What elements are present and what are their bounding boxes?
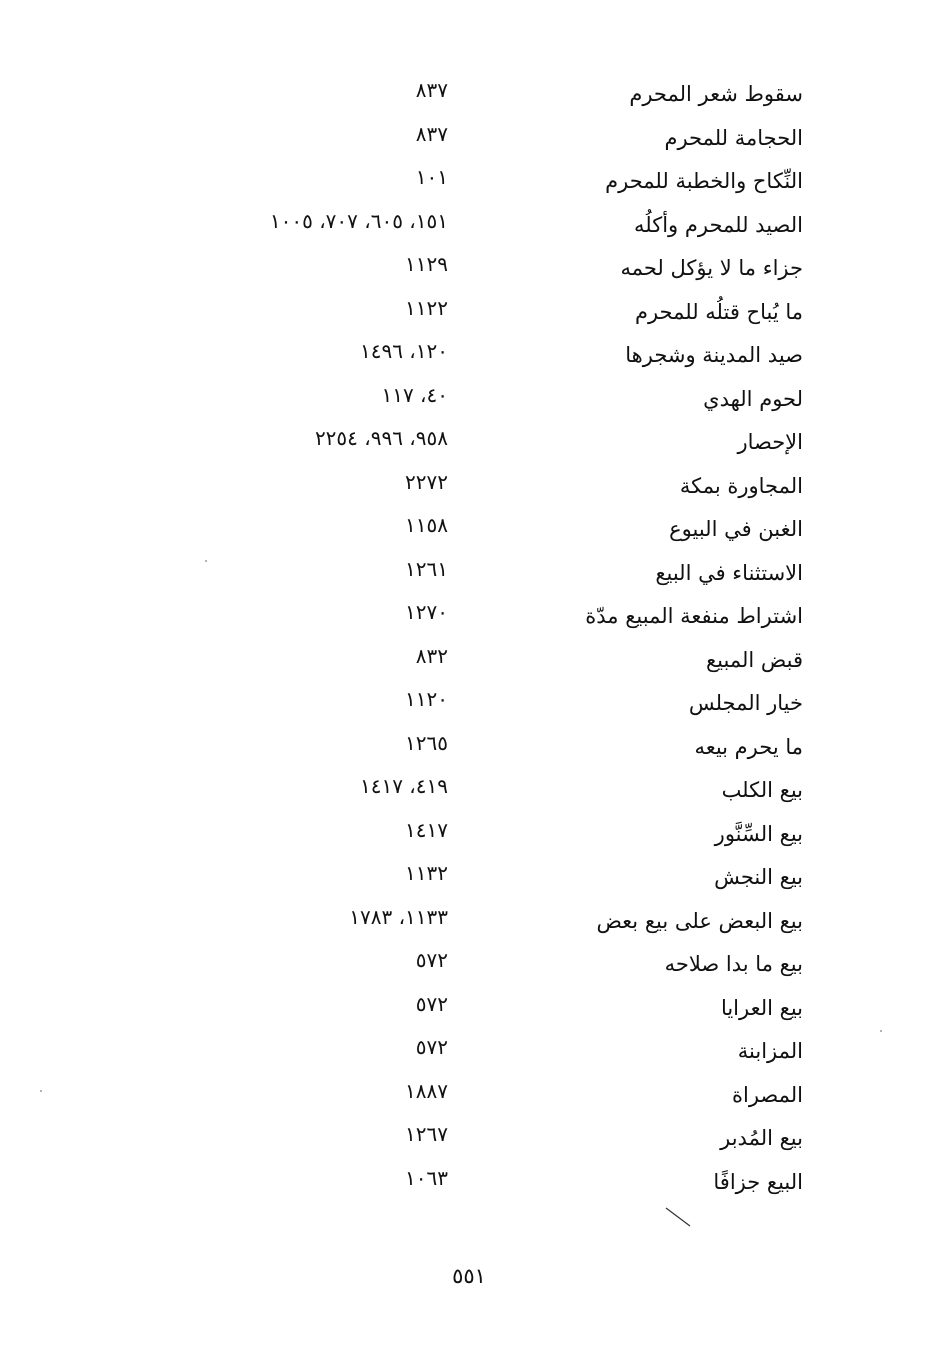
pen-stroke-mark bbox=[664, 1206, 692, 1228]
scan-speck bbox=[880, 1030, 882, 1032]
index-pages: ١١٣٣، ١٧٨٣ bbox=[349, 904, 448, 929]
index-row bbox=[0, 943, 938, 987]
index-topic: سقوط شعر المحرم bbox=[629, 82, 803, 106]
index-row bbox=[0, 900, 938, 944]
index-pages: ١١٢٩ bbox=[405, 252, 448, 276]
index-row bbox=[0, 508, 938, 552]
index-row bbox=[0, 378, 938, 422]
index-pages: ١١٣٢ bbox=[405, 861, 448, 885]
scan-speck bbox=[40, 1090, 42, 1092]
index-pages: ١٥١، ٦٠٥، ٧٠٧، ١٠٠٥ bbox=[269, 208, 448, 233]
index-topic: الإحصار bbox=[737, 430, 803, 454]
index-topic: المزابنة bbox=[737, 1039, 803, 1063]
index-row bbox=[0, 639, 938, 683]
index-row bbox=[0, 465, 938, 509]
index-pages: ١٤١٧ bbox=[405, 817, 448, 842]
index-pages: ٨٣٧ bbox=[415, 78, 448, 102]
index-pages: ٥٧٢ bbox=[415, 948, 448, 972]
index-topic: الصيد للمحرم وأكلُه bbox=[634, 212, 803, 237]
index-topic: خيار المجلس bbox=[688, 691, 803, 715]
index-topic: المصراة bbox=[731, 1082, 803, 1107]
index-pages: ١٠٦٣ bbox=[405, 1165, 448, 1190]
index-topic: بيع البعض على بيع بعض bbox=[596, 908, 803, 933]
index-pages: ١١٢٠ bbox=[405, 687, 448, 711]
index-pages: ٢٢٧٢ bbox=[405, 469, 448, 494]
index-topic: صيد المدينة وشجرها bbox=[625, 343, 803, 367]
index-pages: ١٢٦٥ bbox=[405, 730, 448, 755]
index-pages: ٤٠، ١١٧ bbox=[381, 382, 448, 407]
index-row bbox=[0, 1030, 938, 1074]
index-pages: ٥٧٢ bbox=[415, 1035, 448, 1059]
index-topic: جزاء ما لا يؤكل لحمه bbox=[620, 256, 803, 280]
index-pages: ٩٥٨، ٩٩٦، ٢٢٥٤ bbox=[314, 426, 448, 450]
index-topic: بيع ما بدا صلاحه bbox=[664, 952, 803, 976]
index-topic: ما يحرم بيعه bbox=[694, 734, 803, 759]
index-pages: ٨٣٧ bbox=[415, 121, 448, 146]
index-topic: بيع المُدبر bbox=[720, 1126, 803, 1150]
index-pages: ٨٣٢ bbox=[415, 643, 448, 668]
index-pages: ١٢٧٠ bbox=[405, 600, 448, 624]
index-row bbox=[0, 682, 938, 726]
index-row bbox=[0, 769, 938, 813]
index-pages: ١٠١ bbox=[415, 165, 448, 189]
index-pages: ٥٧٢ bbox=[415, 991, 448, 1016]
index-row bbox=[0, 73, 938, 117]
index-topic: بيع النجش bbox=[714, 865, 803, 889]
index-row bbox=[0, 856, 938, 900]
index-pages: ١١٥٨ bbox=[405, 513, 448, 537]
index-row bbox=[0, 595, 938, 639]
index-row bbox=[0, 291, 938, 335]
index-row bbox=[0, 421, 938, 465]
index-topic: لحوم الهدي bbox=[703, 386, 803, 411]
index-topic: بيع السِّنَّور bbox=[714, 821, 803, 846]
index-topic: النِّكاح والخطبة للمحرم bbox=[605, 169, 803, 193]
index-row bbox=[0, 1117, 938, 1161]
page-number: ٥٥١ bbox=[452, 1264, 486, 1288]
index-topic: قبض المبيع bbox=[705, 647, 803, 672]
index-row bbox=[0, 726, 938, 770]
index-row bbox=[0, 334, 938, 378]
index-topic: الاستثناء في البيع bbox=[655, 560, 803, 585]
index-topic: اشتراط منفعة المبيع مدّة bbox=[585, 604, 803, 628]
index-pages: ١٢٠، ١٤٩٦ bbox=[359, 339, 448, 363]
index-pages: ١٢٦٧ bbox=[405, 1122, 448, 1146]
index-topic: الحجامة للمحرم bbox=[664, 125, 803, 150]
index-topic: بيع العرايا bbox=[720, 995, 803, 1020]
index-row bbox=[0, 247, 938, 291]
index-topic: المجاورة بمكة bbox=[679, 473, 803, 498]
index-topic: بيع الكلب bbox=[721, 778, 803, 802]
index-row bbox=[0, 1161, 938, 1205]
topic-index-list bbox=[0, 73, 938, 1204]
index-topic: الغبن في البيوع bbox=[669, 517, 803, 541]
index-topic: ما يُباح قتلُه للمحرم bbox=[634, 299, 803, 324]
index-row bbox=[0, 204, 938, 248]
index-row bbox=[0, 1074, 938, 1118]
index-topic: البيع جزافًا bbox=[713, 1169, 803, 1194]
index-row bbox=[0, 117, 938, 161]
index-pages: ١٢٦١ bbox=[405, 556, 448, 581]
index-pages: ٤١٩، ١٤١٧ bbox=[359, 774, 448, 798]
index-row bbox=[0, 813, 938, 857]
scan-speck bbox=[205, 560, 207, 562]
index-row bbox=[0, 160, 938, 204]
index-pages: ١١٢٢ bbox=[405, 295, 448, 320]
index-row bbox=[0, 552, 938, 596]
index-row bbox=[0, 987, 938, 1031]
index-pages: ١٨٨٧ bbox=[405, 1078, 448, 1103]
